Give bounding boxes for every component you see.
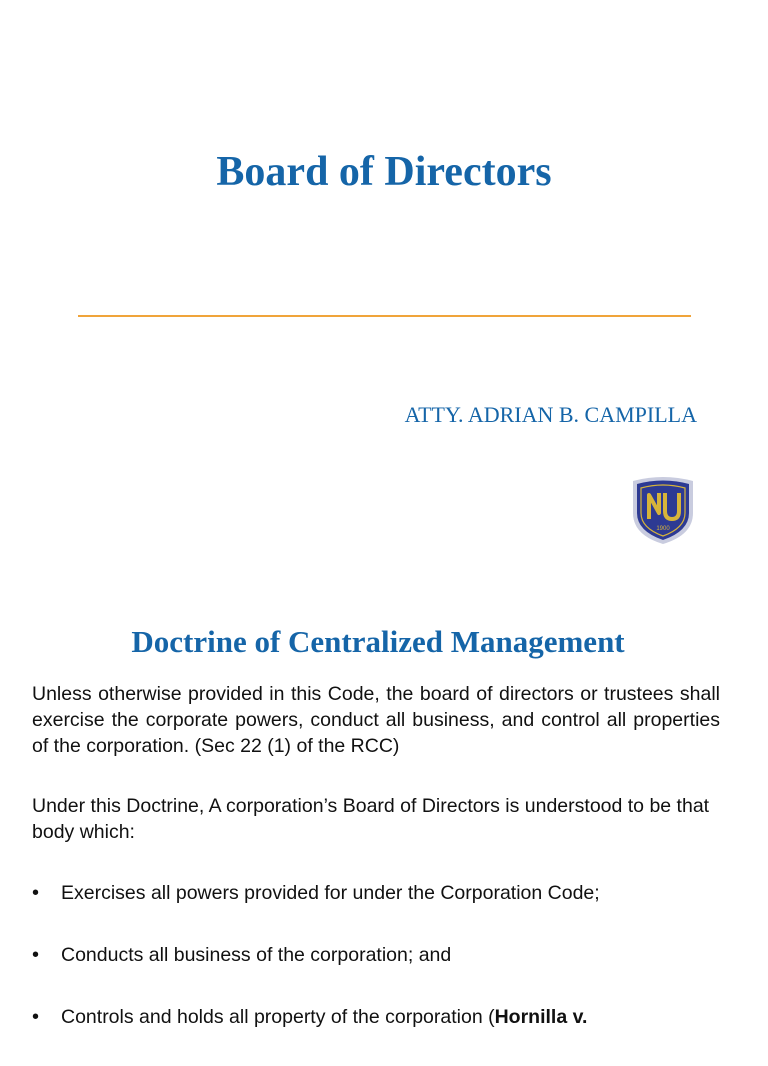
content-slide <box>0 600 768 1028</box>
divider-rule <box>78 315 691 317</box>
slide-title: Board of Directors <box>216 149 552 195</box>
bullet-icon: • <box>32 944 40 966</box>
bullet-icon: • <box>32 1006 40 1028</box>
bullet-text: Exercises all powers provided for under the Corporation Code; <box>61 882 600 904</box>
doctrine-bullet-list <box>32 880 732 1066</box>
case-citation: Hornilla v. <box>494 1006 588 1028</box>
presenter-name: ATTY. ADRIAN B. CAMPILLA <box>404 402 697 427</box>
definition-paragraph: Unless otherwise provided in this Code, the board of directors or trustees shall exercise the corporate powers, conduct all business, and control all properties of the corporation. (Sec 22 (1) of the RCC) <box>32 683 720 757</box>
bullet-item <box>32 1004 732 1066</box>
university-seal-logo <box>627 473 699 545</box>
bullet-item <box>32 880 732 942</box>
bullet-text: Conducts all business of the corporation; and <box>61 944 452 966</box>
bullet-icon: • <box>32 882 40 904</box>
doctrine-intro-paragraph: Under this Doctrine, A corporation’s Board of Directors is understood to be that body which: <box>32 795 710 843</box>
bullet-text: Controls and holds all property of the corporation ( <box>61 1006 495 1028</box>
svg-text:1900: 1900 <box>656 526 670 532</box>
bullet-item <box>32 942 732 1004</box>
section-heading: Doctrine of Centralized Management <box>131 624 625 659</box>
